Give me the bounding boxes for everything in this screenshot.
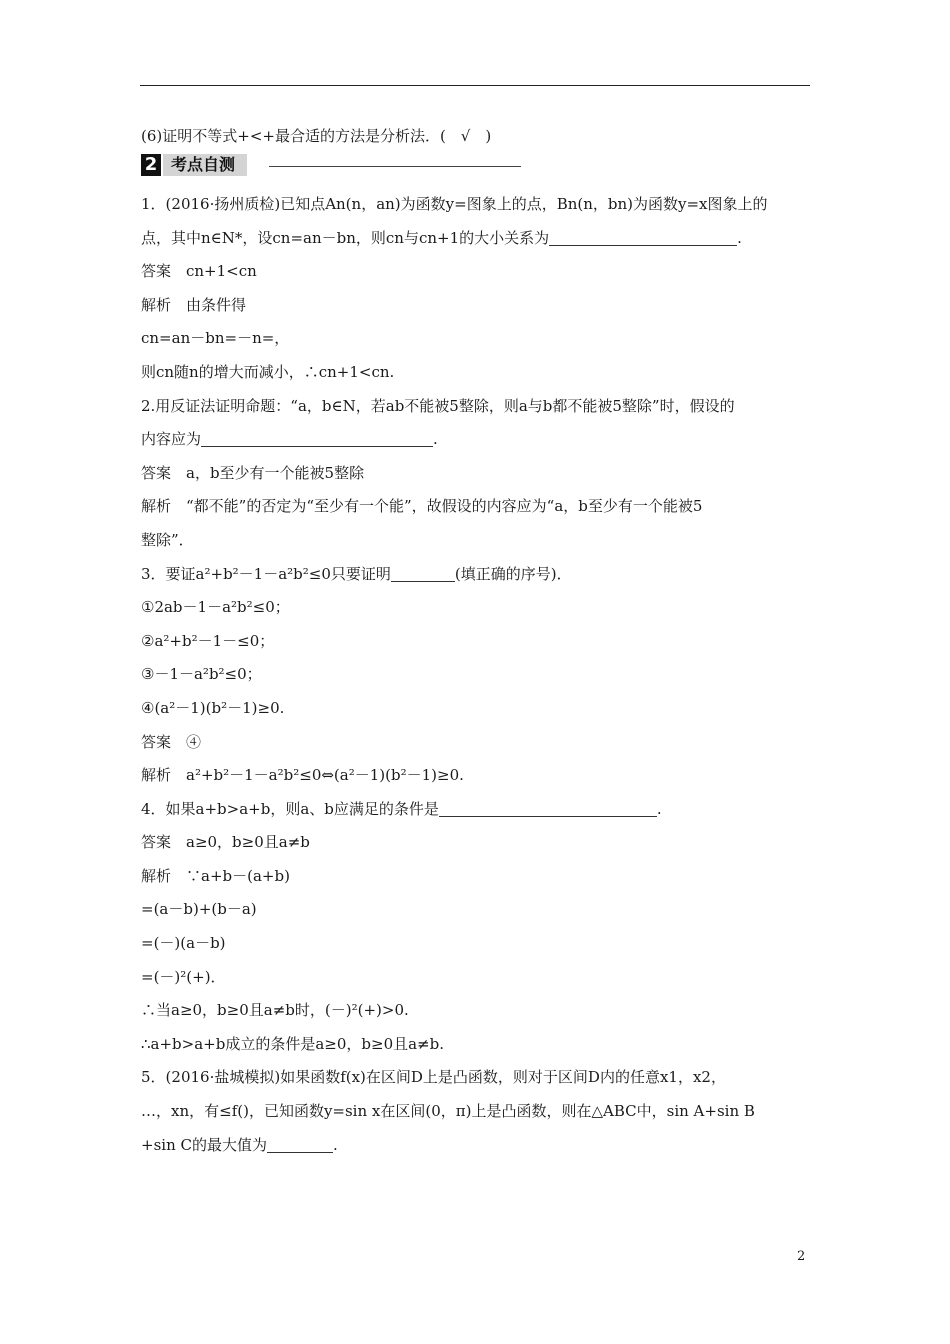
page-content: [141, 122, 813, 1162]
text-line: 点，其中n∈N*，设cn=an－bn，则cn与cn+1的大小关系为 .: [141, 228, 742, 247]
text-line: ④(a²－1)(b²－1)≥0.: [141, 698, 285, 717]
text-line: (6)证明不等式+<+最合适的方法是分析法．( √ ): [141, 127, 492, 145]
text-line: 解析 “都不能”的否定为“至少有一个能”，故假设的内容应为“a，b至少有一个能被5: [141, 497, 703, 516]
text-line: 内容应为 .: [141, 430, 438, 449]
text-line: 1．(2016·扬州质检)已知点An(n，an)为函数y=图象上的点，Bn(n，bn)为函数y=x图象上的: [141, 195, 768, 213]
section-number-badge: 2: [141, 154, 161, 176]
text-line: +sin C的最大值为 .: [141, 1135, 338, 1154]
text-line: 答案 a，b至少有一个能被5整除: [141, 463, 365, 482]
text-line: 答案 ④: [141, 732, 202, 751]
text-line: 解析 由条件得: [141, 295, 247, 314]
answer-blank: [391, 563, 455, 582]
section-rule: [269, 166, 521, 167]
text-line: cn=an－bn=－n=，: [141, 329, 290, 348]
text-line: 答案 cn+1<cn: [141, 262, 257, 281]
answer-blank: [439, 798, 657, 817]
answer-blank: [267, 1134, 333, 1153]
section-header: [141, 150, 813, 182]
text-line: 答案 a≥0，b≥0且a≠b: [141, 833, 310, 852]
page-number: 2: [797, 1249, 806, 1264]
answer-blank: [549, 227, 737, 246]
text-line: 2.用反证法证明命题：“a，b∈N，若ab不能被5整除，则a与b都不能被5整除”时，假设的: [141, 396, 735, 415]
answer-blank: [201, 428, 433, 447]
text-line: 则cn随n的增大而减小，∴cn+1<cn.: [141, 362, 395, 381]
header-rule: [140, 85, 810, 86]
text-line: ②a²+b²－1－≤0；: [141, 631, 275, 650]
text-line: ③－1－a²b²≤0；: [141, 665, 262, 684]
text-line: 3．要证a²+b²－1－a²b²≤0只要证明 (填正确的序号)．: [141, 564, 572, 583]
text-line: …，xn，有≤f()，已知函数y=sin x在区间(0，π)上是凸函数，则在△ABC中，sin A+sin B: [141, 1102, 755, 1121]
text-line: =(－)²(+)．: [141, 967, 226, 986]
text-line: 5．(2016·盐城模拟)如果函数f(x)在区间D上是凸函数，则对于区间D内的任意x1，x2，: [141, 1068, 726, 1087]
text-line: 4．如果a+b>a+b，则a、b应满足的条件是 .: [141, 799, 662, 818]
section-title: 考点自测: [163, 154, 247, 176]
text-line: 解析 a²+b²－1－a²b²≤0⇔(a²－1)(b²－1)≥0.: [141, 766, 464, 785]
text-line: ∴当a≥0，b≥0且a≠b时，(－)²(+)>0.: [141, 1001, 409, 1020]
text-line: ①2ab－1－a²b²≤0；: [141, 598, 290, 617]
text-line: =(a－b)+(b－a): [141, 900, 257, 919]
text-line: =(－)(a－b): [141, 934, 226, 953]
text-line: 整除”．: [141, 530, 194, 549]
text-line: 解析 ∵a+b－(a+b): [141, 866, 290, 885]
text-line: ∴a+b>a+b成立的条件是a≥0，b≥0且a≠b.: [141, 1034, 444, 1053]
